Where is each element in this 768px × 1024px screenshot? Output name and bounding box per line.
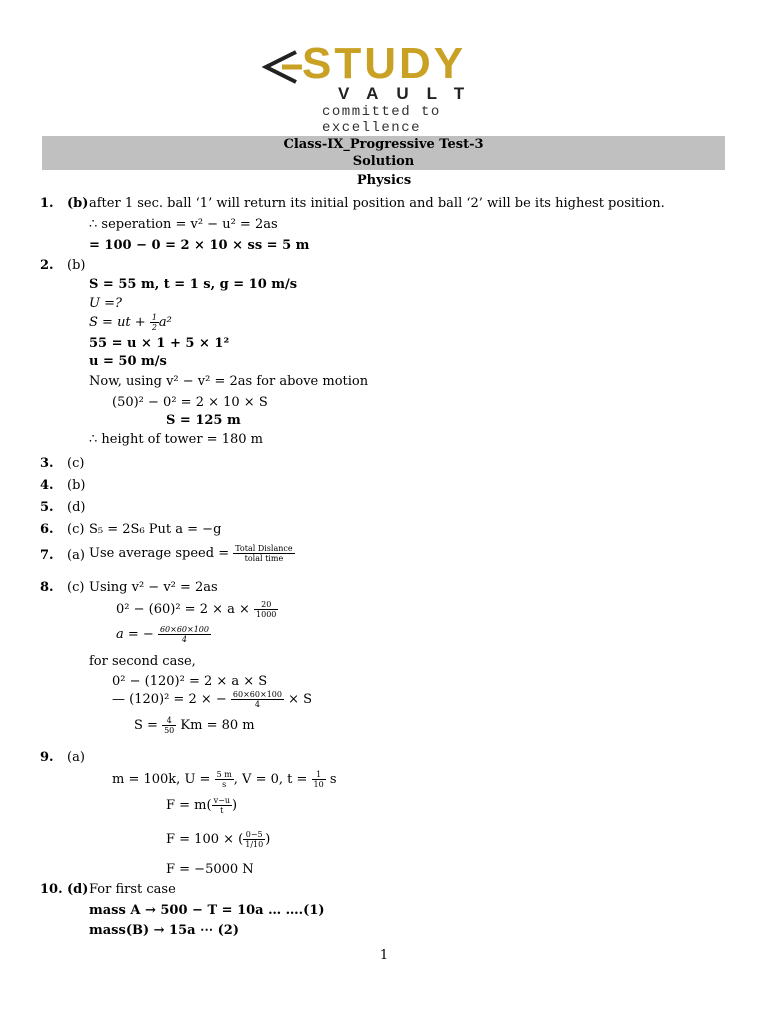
answer-option: (a) [67, 548, 85, 563]
question-number: 6. [40, 522, 54, 537]
question-number: 5. [40, 500, 54, 515]
study-vault-logo [262, 39, 512, 136]
solution-line: a = − $\frac{60\times 60\times 100}{4}$ [116, 625, 209, 644]
answer-option: (b) [67, 258, 86, 273]
answer-option: (a) [67, 750, 85, 765]
answer-option: (c) [67, 456, 85, 471]
logo-tagline: committed to excellence [322, 104, 441, 136]
solution-text: Use average speed = $\frac{\text{Total Dislance}}{\text{tolal time}}$ [89, 544, 293, 563]
question-number: 1. [40, 196, 54, 211]
question-number: 10. [40, 882, 63, 897]
solution-line: 0² − (120)² = 2 × a × S [112, 674, 268, 689]
solution-line: mass A → 500 − T = 10a … ….(1) [89, 903, 325, 918]
solution-line: Now, using v² − v² = 2as for above motion [89, 374, 369, 389]
solution-line: S = $\frac{4}{50}$ Km = 80 m [134, 716, 255, 735]
solution-line: F = 100 × ( $\frac{0-5}{1/10}$ ) [166, 830, 271, 849]
logo-word: STUDY [302, 39, 467, 88]
question-number: 4. [40, 478, 54, 493]
solution-line: — (120)² = 2 × − $\frac{60\times 60\times 100}{4}$ × S [112, 690, 313, 709]
solution-line: for second case, [89, 654, 196, 669]
solution-line: F = m( $\frac{v-u}{t}$ ) [166, 796, 238, 815]
question-number: 7. [40, 548, 54, 563]
page-number: 1 [379, 948, 389, 963]
answer-option: (c) [67, 580, 85, 595]
solution-line: ∴ seperation = v² − u² = 2as [89, 217, 278, 232]
solution-line: S = 55 m, t = 1 s, g = 10 m/s [89, 277, 298, 292]
solution-line: mass(B) → 15a ⋯ (2) [89, 923, 239, 938]
answer-option: (d) [67, 882, 89, 897]
solution-line: = 100 − 0 = 2 × 10 × ss = 5 m [89, 238, 310, 253]
solution-line: 55 = u × 1 + 5 × 1² [89, 336, 230, 351]
solution-line: m = 100k, U = $\frac{5 m}{s}$ , V = 0, t = $\frac{1}{10}$ s [112, 770, 337, 789]
solution-line: S = 125 m [166, 413, 241, 428]
answer-option: (d) [67, 500, 86, 515]
answer-option: (b) [67, 478, 86, 493]
solution-line: U =? [89, 296, 122, 311]
logo-subword: VAULT [338, 84, 483, 103]
answer-option: (c) [67, 522, 85, 537]
solution-text: after 1 sec. ball ‘1’ will return its initial position and ball ‘2’ will be its highest position. [89, 196, 665, 211]
solution-line: ∴ height of tower = 180 m [89, 432, 263, 447]
solution-line: 0² − (60)² = 2 × a × $\frac{20}{1000}$ [116, 600, 277, 619]
question-number: 3. [40, 456, 54, 471]
solution-text: For first case [89, 882, 176, 897]
question-number: 8. [40, 580, 54, 595]
title-line-1: Class-IX_Progressive Test-3 [283, 137, 484, 152]
question-number: 2. [40, 258, 54, 273]
logo-arrow-icon [262, 50, 302, 84]
solution-line: S = ut + $\frac{1}{2}$ a² [89, 313, 172, 332]
solution-line: Using v² − v² = 2as [89, 580, 218, 595]
answer-option: (b) [67, 196, 89, 211]
title-bar [42, 136, 725, 170]
solution-line: u = 50 m/s [89, 354, 167, 369]
solution-line: (50)² − 0² = 2 × 10 × S [112, 395, 268, 410]
question-number: 9. [40, 750, 54, 765]
solution-line: F = −5000 N [166, 862, 254, 877]
solution-text: S₅ = 2S₆ Put a = −g [89, 522, 222, 537]
subject-heading: Physics [356, 173, 412, 188]
title-line-2: Solution [352, 154, 415, 169]
